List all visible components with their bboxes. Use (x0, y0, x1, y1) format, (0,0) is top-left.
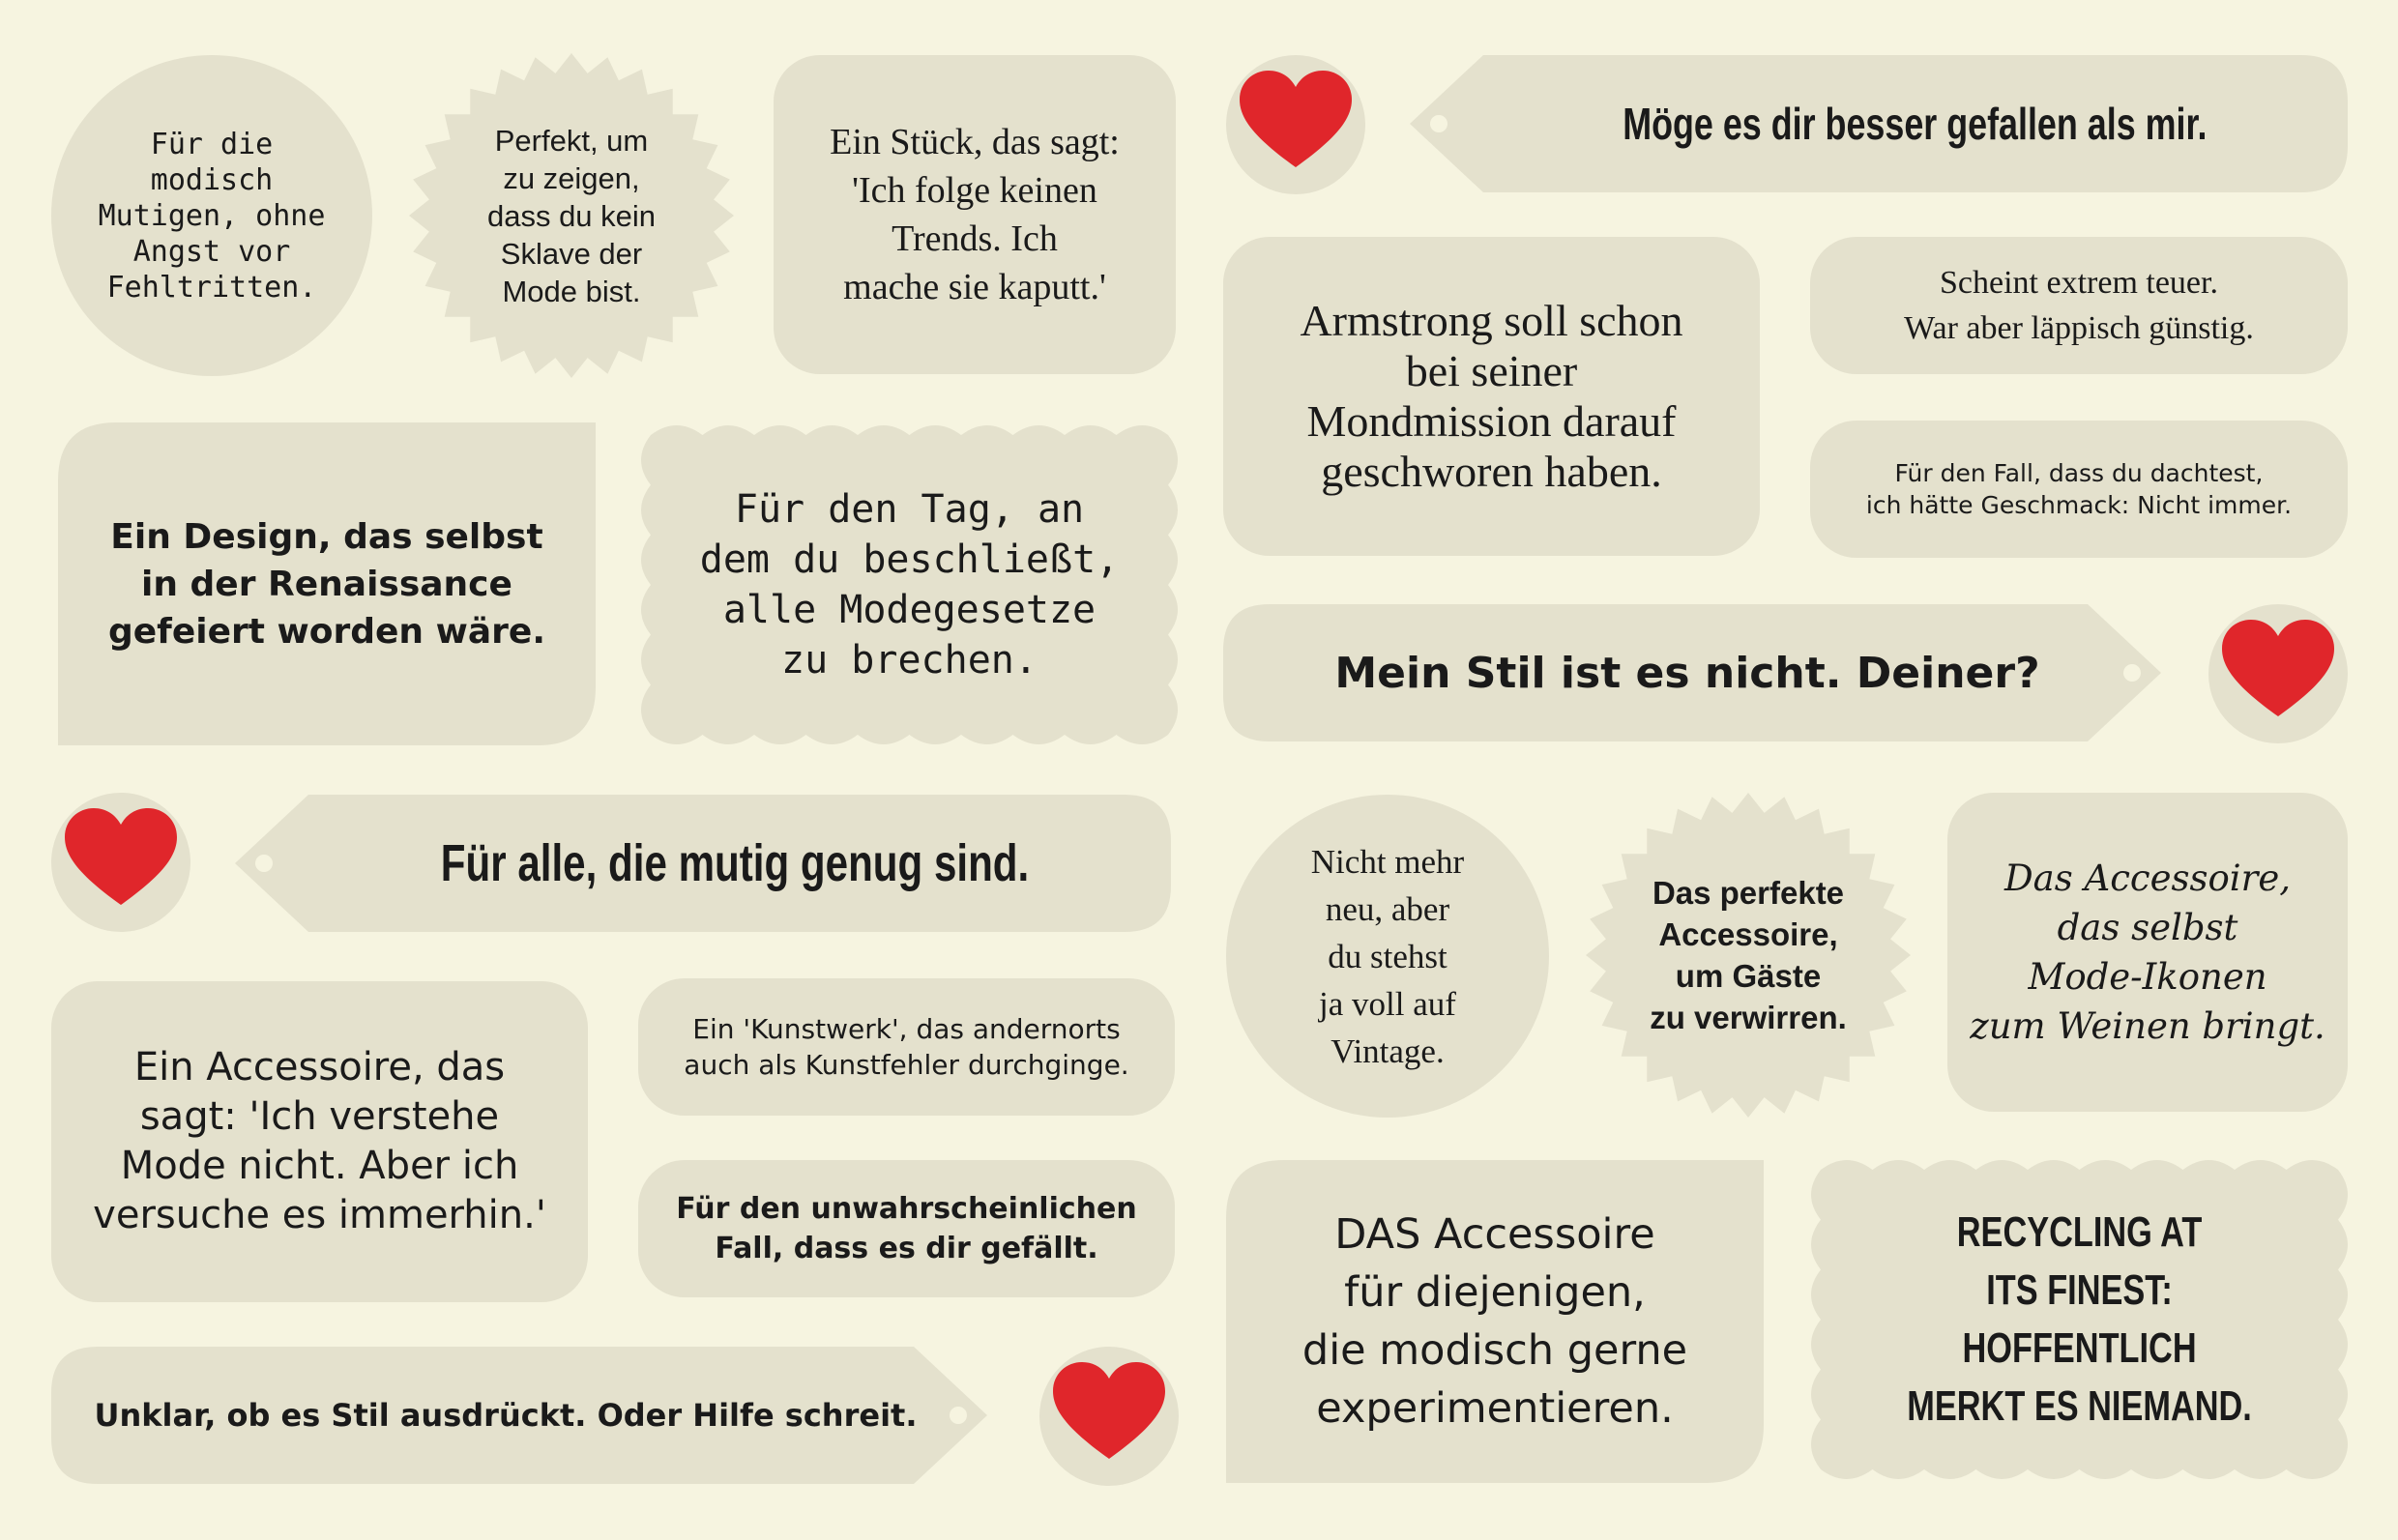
sticker-text-2: Perfekt, um zu zeigen, dass du kein Sklave der Mode bist. (486, 123, 657, 308)
sticker-text-20-label: RECYCLING AT ITS FINEST: HOFFENTLICH MERKT ES NIEMAND. (1907, 1208, 2252, 1430)
tag-text-1 (1489, 55, 2340, 192)
heart-badge-1 (1226, 55, 1365, 194)
sticker-text-1: Für die modisch Mutigen, ohne Angst vor Fehltritten. (98, 127, 326, 305)
sticker-text-13: Das perfekte Accessoire, um Gäste zu verwirren. (1650, 875, 1847, 1035)
heart-badge-3 (51, 793, 190, 932)
sticker-text-5: Armstrong soll schon bei seiner Mondmission darauf geschworen haben. (1300, 296, 1683, 496)
sticker-text-16: Ein 'Kunstwerk', das andernorts auch als Kunstfehler durchginge. (684, 1013, 1129, 1081)
sticker-text-20 (1811, 1160, 2348, 1479)
heart-badge-4 (1039, 1347, 1179, 1486)
sticker-text-9: Für den Tag, an dem du beschließt, alle Modegesetze zu brechen. (699, 487, 1120, 683)
sticker-text-3: Ein Stück, das sagt: 'Ich folge keinen Trends. Ich mache sie kaputt.' (830, 122, 1120, 307)
tag-text-3 (309, 795, 1160, 932)
tag-text-3-label: Für alle, die mutig genug sind. (440, 834, 1030, 892)
tag-text-2: Mein Stil ist es nicht. Deiner? (1334, 648, 2040, 698)
tag-text-4: Unklar, ob es Stil ausdrückt. Oder Hilfe schreit. (94, 1397, 918, 1434)
tag-text-1-label: Möge es dir besser gefallen als mir. (1622, 99, 2208, 149)
sticker-text-6: Scheint extrem teuer. War aber läppisch günstig. (1904, 265, 2254, 346)
sticker-text-15: Ein Accessoire, das sagt: 'Ich verstehe Mode nicht. Aber ich versuche es immerhin.' (93, 1045, 546, 1237)
sticker-text-8: Ein Design, das selbst in der Renaissance gefeiert worden wäre. (107, 516, 545, 652)
heart-badge-2 (2208, 604, 2348, 743)
sticker-text-17: Für den unwahrscheinlichen Fall, dass es dir gefällt. (676, 1192, 1137, 1265)
sticker-text-12: Nicht mehr neu, aber du stehst ja voll auf Vintage. (1310, 842, 1465, 1070)
sticker-text-7: Für den Fall, dass du dachtest, ich hätte Geschmack: Nicht immer. (1865, 459, 2293, 519)
sticker-text-19: DAS Accessoire für diejenigen, die modisch gerne experimentieren. (1301, 1210, 1688, 1433)
sticker-text-14: Das Accessoire, das selbst Mode-Ikonen zum Weinen bringt. (1970, 857, 2325, 1047)
